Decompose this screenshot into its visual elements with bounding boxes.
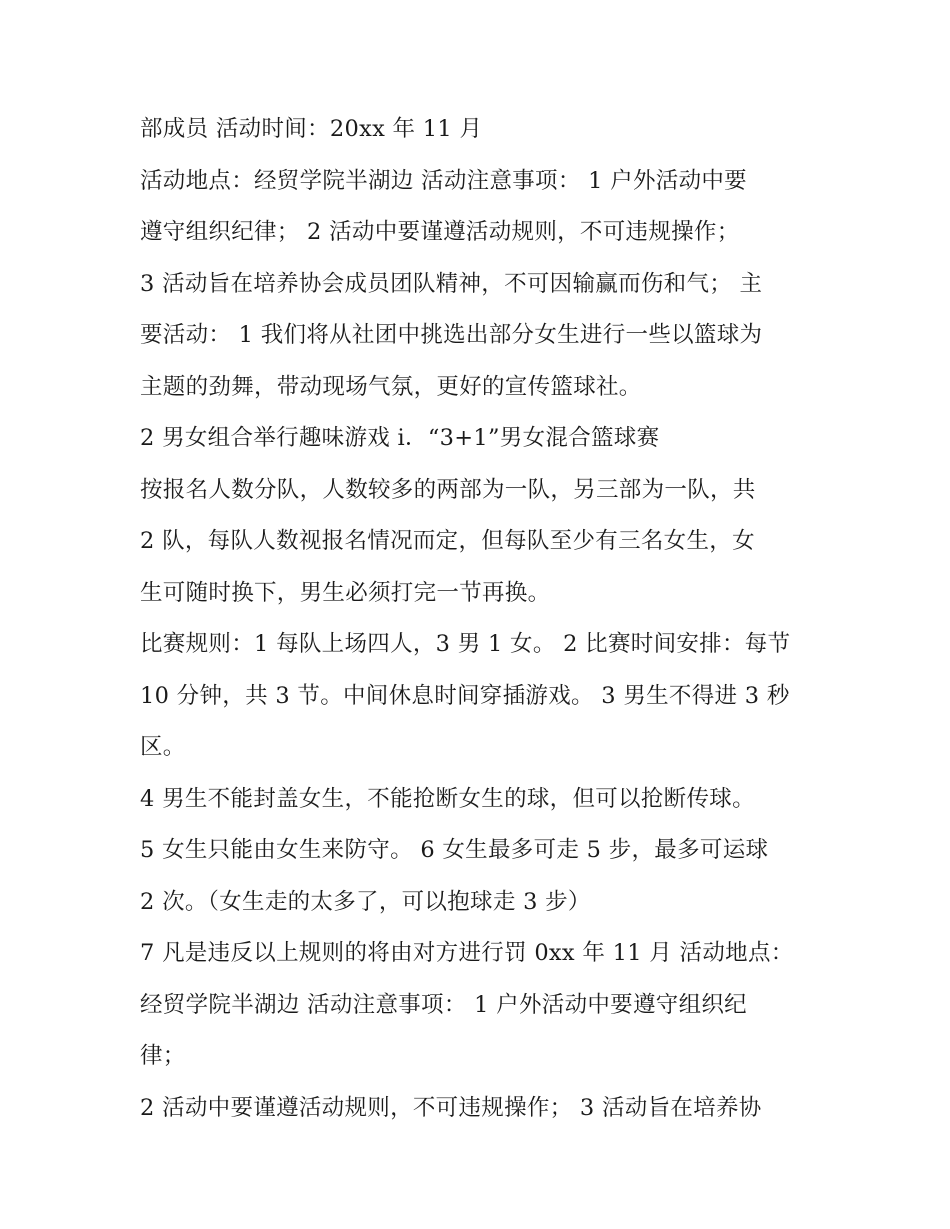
text-line: 部成员 活动时间：20xx 年 11 月 [140,116,483,142]
text-line: 活动地点：经贸学院半湖边 活动注意事项： 1 户外活动中要 [140,167,747,194]
text-line: 2 队，每队人数视报名情况而定，但每队至少有三名女生，女 [140,528,755,554]
text-line: 按报名人数分队，人数较多的两部为一队，另三部为一队，共 [140,476,756,503]
text-line: 5 女生只能由女生来防守。 6 女生最多可走 5 步，最多可运球 [140,837,769,863]
text-line: 2 活动中要谨遵活动规则，不可违规操作； 3 活动旨在培养协 [140,1094,762,1121]
text-line: 2 次。（女生走的太多了，可以抱球走 3 步） [140,888,591,915]
text-line: 7 凡是违反以上规则的将由对方进行罚 0xx 年 11 月 活动地点： [140,940,794,966]
text-line: 区。 [140,734,186,760]
text-line: 要活动： 1 我们将从社团中挑选出部分女生进行一些以篮球为 [140,322,763,348]
text-line: 遵守组织纪律； 2 活动中要谨遵活动规则，不可违规操作； [140,219,740,245]
text-line: 3 活动旨在培养协会成员团队精神，不可因输赢而伤和气； 主 [140,270,763,297]
text-line: 比赛规则：1 每队上场四人，3 男 1 女。 2 比赛时间安排：每节 [140,631,791,657]
text-line: 主题的劲舞，带动现场气氛，更好的宣传篮球社。 [140,373,642,400]
text-line: 经贸学院半湖边 活动注意事项： 1 户外活动中要遵守组织纪 [140,991,747,1018]
text-line: 生可随时换下，男生必须打完一节再换。 [140,579,551,606]
document-body [140,104,820,1134]
text-line: 4 男生不能封盖女生，不能抢断女生的球，但可以抢断传球。 [140,785,755,812]
text-line: 10 分钟，共 3 节。中间休息时间穿插游戏。 3 男生不得进 3 秒 [140,682,790,709]
text-line: 律； [140,1043,186,1069]
text-line: 2 男女组合举行趣味游戏 i．“3+1”男女混合篮球赛 [140,425,660,451]
